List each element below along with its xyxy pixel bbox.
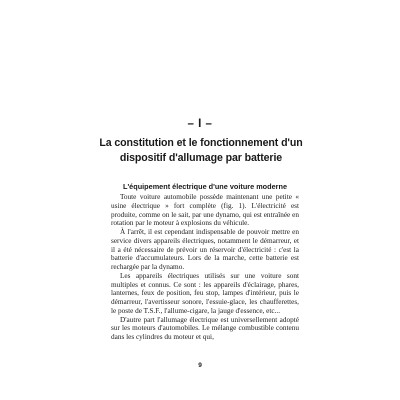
section-heading: L'équipement électrique d'une voiture moderne bbox=[122, 182, 288, 191]
body-text bbox=[111, 193, 299, 342]
paragraph: À l'arrêt, il est cependant indispensable de pouvoir mettre en service divers appareils électriques, notamment le démarreur, et il a été nécessaire de prévoir un réservoir d'électricité : c'est la batterie d'accumulateurs. Lors de la marche, cette batterie est rechargée par la dynamo. bbox=[111, 228, 299, 271]
paragraph: Les appareils électriques utilisés sur une voiture sont multiples et connus. Ce sont : les appareils d'éclairage, phares, lanternes, feux de position, feu stop, lampes d'intérieur, puis le démarreur, l'avertisseur sonore, l'essuie-glace, les chaufferettes, le poste de T.S.F., l'allume-cigare, la jauge d'essence, etc... bbox=[111, 271, 299, 315]
page-number: 9 bbox=[198, 362, 202, 369]
section-number: – I – bbox=[187, 118, 213, 130]
chapter-title: La constitution et le fonctionnement d'un dispositif d'allumage par batterie bbox=[99, 137, 303, 164]
paragraph: D'autre part l'allumage électrique est universellement adopté sur les moteurs d'automobiles. Le mélange combustible contenu dans les cylindres du moteur et qui, bbox=[111, 315, 299, 341]
paragraph: Toute voiture automobile possède maintenant une petite « usine électrique » fort complète (fig. 1). L'électricité est produite, comme on le sait, par une dynamo, qui est entraînée en rotation par le moteur à explosions du véhicule. bbox=[111, 193, 299, 228]
